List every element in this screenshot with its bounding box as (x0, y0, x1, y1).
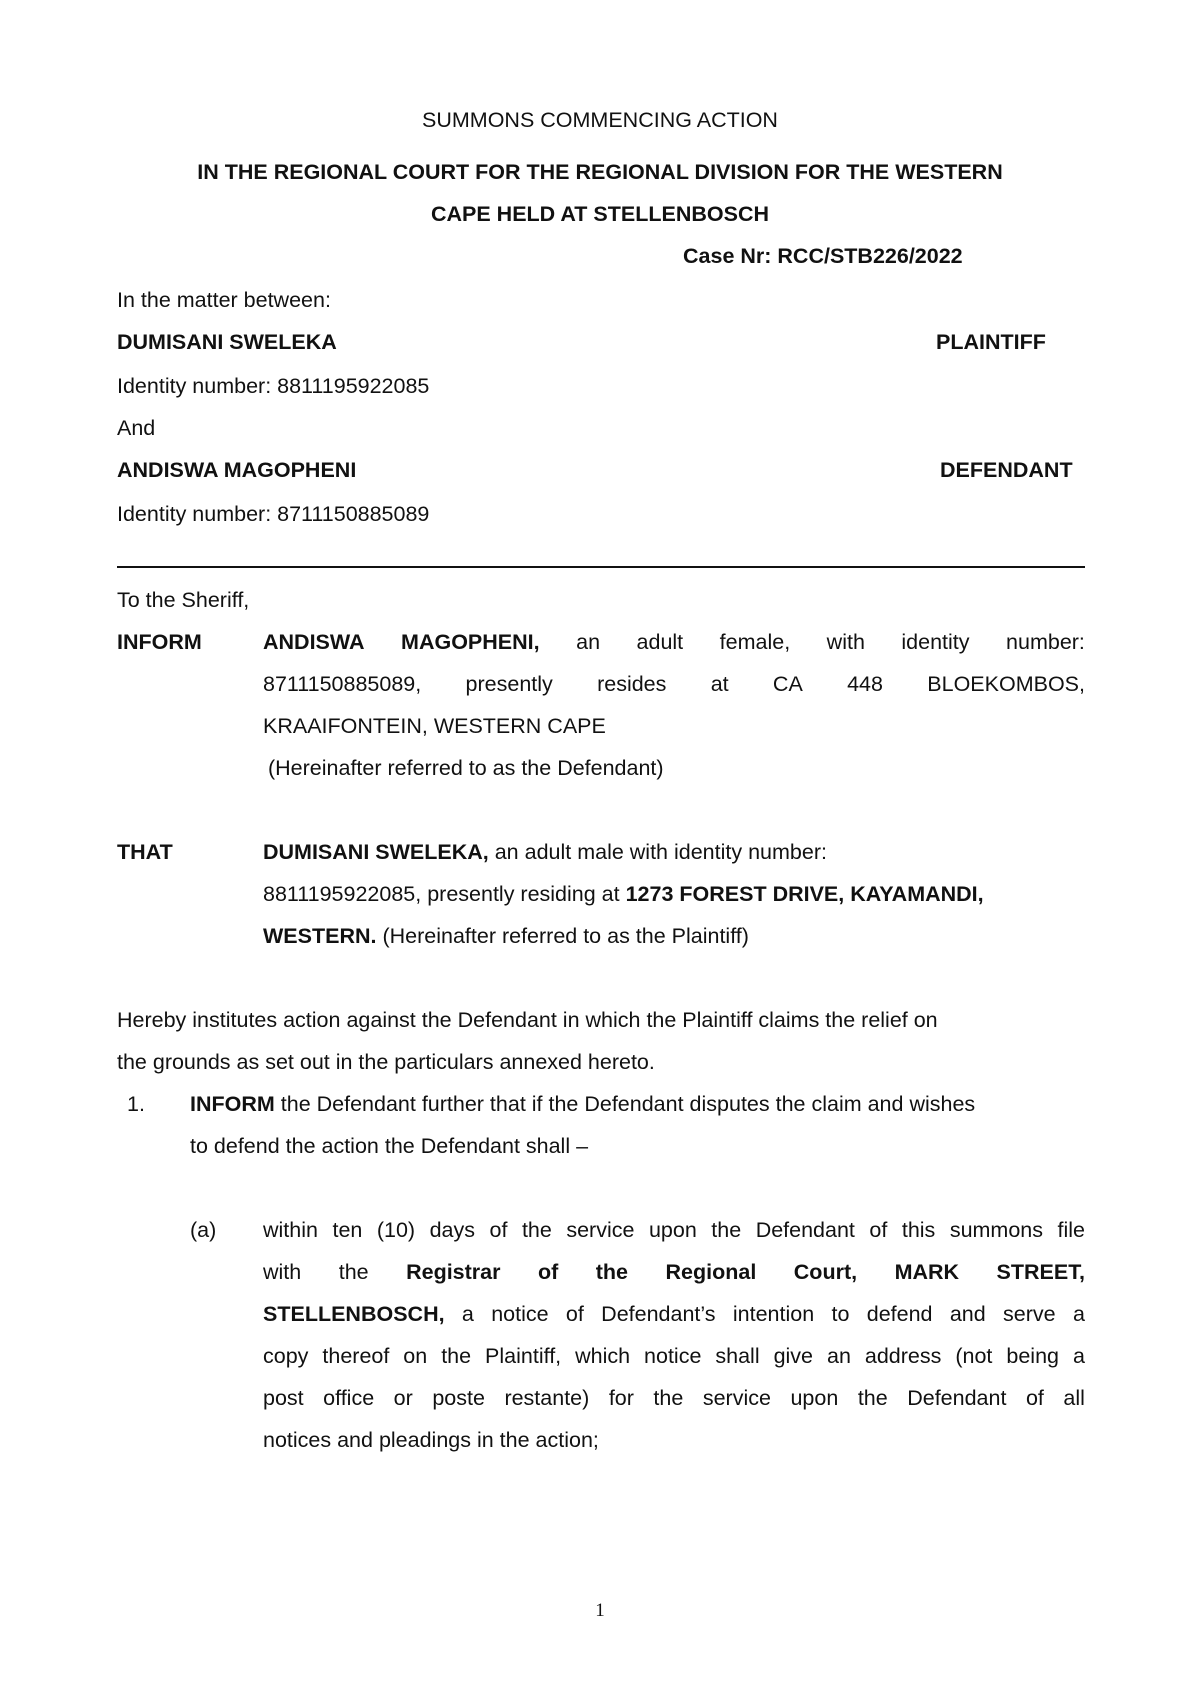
item-a-word: a (1072, 1344, 1085, 1368)
item-a-word: within (263, 1218, 318, 1242)
item-1-line-1-rest: the Defendant further that if the Defendant disputes the claim and wishes (274, 1092, 976, 1116)
item-a-word: to (831, 1302, 850, 1326)
defendant-role: DEFENDANT (940, 458, 1073, 482)
item-a-word: shall (715, 1344, 760, 1368)
item-a-word: the (711, 1218, 742, 1242)
in-the-matter-between: In the matter between: (117, 288, 331, 312)
registrar-word: Court, (793, 1260, 858, 1284)
inform-word: female, (719, 630, 791, 654)
plaintiff-name: DUMISANI SWELEKA (117, 330, 337, 354)
item-a-line-2 (263, 1258, 1085, 1286)
inform-line-3: KRAAIFONTEIN, WESTERN CAPE (263, 714, 606, 738)
defendant-name: ANDISWA MAGOPHENI (117, 458, 357, 482)
inform-word: ANDISWA (263, 630, 365, 654)
document-title: SUMMONS COMMENCING ACTION (422, 108, 778, 132)
item-a-word: Defendant (907, 1386, 1007, 1410)
page-number: 1 (595, 1600, 605, 1621)
item-a-word: of (869, 1218, 888, 1242)
that-line-2-text: 8811195922085, presently residing at (263, 882, 626, 906)
inform-word: an (576, 630, 601, 654)
item-a-word: for (608, 1386, 634, 1410)
inform-word: with (826, 630, 865, 654)
item-a-word: summons (949, 1218, 1044, 1242)
item-a-word: restante) (504, 1386, 590, 1410)
plaintiff-name-inline: DUMISANI SWELEKA, (263, 840, 489, 864)
item-a-word: file (1057, 1218, 1085, 1242)
to-the-sheriff: To the Sheriff, (117, 588, 250, 612)
registrar-word: Registrar (406, 1260, 501, 1284)
that-line-1 (263, 838, 827, 866)
item-a-word: copy (263, 1344, 309, 1368)
inform-word: 8711150885089, (263, 672, 422, 696)
item-a-line-3 (263, 1300, 1085, 1328)
item-a-word: of (489, 1218, 508, 1242)
item-a-word: service (566, 1218, 635, 1242)
registrar-word: STREET, (996, 1260, 1085, 1284)
item-a-word: office (323, 1386, 375, 1410)
item-a-word: with (263, 1260, 302, 1284)
inform-word: identity (901, 630, 970, 654)
item-1-line-2: to defend the action the Defendant shall – (190, 1134, 589, 1158)
item-a-word: poste (432, 1386, 485, 1410)
item-a-label: (a) (190, 1218, 217, 1242)
item-a-word: serve (1003, 1302, 1056, 1326)
item-a-word: a (461, 1302, 474, 1326)
registrar-word: MARK (894, 1260, 960, 1284)
item-a-word: defend (866, 1302, 933, 1326)
plaintiff-address-end: WESTERN. (263, 924, 377, 948)
item-a-word: intention (732, 1302, 815, 1326)
inform-word: at (710, 672, 729, 696)
defendant-id: Identity number: 8711150885089 (117, 502, 430, 526)
item-a-line-6: notices and pleadings in the action; (263, 1428, 599, 1452)
item-a-word: upon (790, 1386, 839, 1410)
item-a-line-4 (263, 1342, 1085, 1370)
item-a-word: a (1072, 1302, 1085, 1326)
item-a-word: give (773, 1344, 814, 1368)
item-a-word: on (403, 1344, 428, 1368)
inform-line-1 (263, 628, 1085, 656)
item-a-word: Plaintiff, (485, 1344, 562, 1368)
item-a-word: days (429, 1218, 476, 1242)
inform-word: CA (772, 672, 803, 696)
item-a-word: (not (955, 1344, 993, 1368)
inform-label: INFORM (117, 630, 202, 654)
item-a-word: the (338, 1260, 369, 1284)
item-a-word: thereof (322, 1344, 390, 1368)
item-1-number: 1. (127, 1092, 145, 1116)
item-a-line-1 (263, 1216, 1085, 1244)
and-text: And (117, 416, 156, 440)
inform-word: number: (1006, 630, 1085, 654)
hereby-line-1: Hereby institutes action against the Defendant in which the Plaintiff claims the relief on (117, 1008, 938, 1032)
inform-word: adult (636, 630, 684, 654)
item-a-word: the (521, 1218, 552, 1242)
inform-word: presently (465, 672, 553, 696)
item-a-word: service (702, 1386, 771, 1410)
plaintiff-role: PLAINTIFF (936, 330, 1046, 354)
item-a-word: notice (644, 1344, 702, 1368)
inform-line-4: (Hereinafter referred to as the Defendant) (268, 756, 664, 780)
that-label: THAT (117, 840, 173, 864)
that-line-2 (263, 880, 984, 908)
registrar-word: Regional (665, 1260, 757, 1284)
item-a-word: upon (648, 1218, 697, 1242)
case-number: Case Nr: RCC/STB226/2022 (683, 244, 963, 268)
item-a-word: address (864, 1344, 942, 1368)
item-a-word: the (857, 1386, 888, 1410)
item-a-word: ten (332, 1218, 363, 1242)
inform-word: resides (597, 672, 667, 696)
court-heading-line-1: IN THE REGIONAL COURT FOR THE REGIONAL DIVISION FOR THE WESTERN (197, 160, 1003, 184)
plaintiff-address: 1273 FOREST DRIVE, KAYAMANDI, (625, 882, 984, 906)
item-a-word: Defendant’s (601, 1302, 716, 1326)
item-1-line-1 (190, 1090, 975, 1118)
item-a-word: being (1006, 1344, 1059, 1368)
registrar-word: of (537, 1260, 559, 1284)
item-a-word: all (1063, 1386, 1085, 1410)
inform-line-2 (263, 670, 1085, 698)
that-line-1-rest: an adult male with identity number: (488, 840, 827, 864)
separator-rule (117, 566, 1085, 568)
court-heading-line-2: CAPE HELD AT STELLENBOSCH (430, 202, 770, 226)
that-line-3 (263, 922, 749, 950)
item-a-word: (10) (376, 1218, 416, 1242)
item-a-line-5 (263, 1384, 1085, 1412)
item-1-inform: INFORM (190, 1092, 275, 1116)
item-a-word: this (901, 1218, 936, 1242)
item-a-word: of (565, 1302, 584, 1326)
inform-word: BLOEKOMBOS, (927, 672, 1085, 696)
item-a-word: and (949, 1302, 986, 1326)
item-a-word: an (827, 1344, 851, 1368)
hereby-line-2: the grounds as set out in the particulars annexed hereto. (117, 1050, 655, 1074)
item-a-word: the (653, 1386, 684, 1410)
item-a-word: Defendant (755, 1218, 855, 1242)
item-a-word: of (1025, 1386, 1044, 1410)
item-a-word: the (441, 1344, 472, 1368)
item-a-word: or (393, 1386, 413, 1410)
plaintiff-id: Identity number: 8811195922085 (117, 374, 430, 398)
item-a-word: which (575, 1344, 631, 1368)
registrar-word: the (595, 1260, 629, 1284)
item-a-word: post (263, 1386, 304, 1410)
inform-word: MAGOPHENI, (401, 630, 540, 654)
registrar-city: STELLENBOSCH, (263, 1302, 445, 1326)
inform-word: 448 (847, 672, 883, 696)
item-a-word: notice (491, 1302, 549, 1326)
that-line-3-rest: (Hereinafter referred to as the Plaintiff) (376, 924, 749, 948)
